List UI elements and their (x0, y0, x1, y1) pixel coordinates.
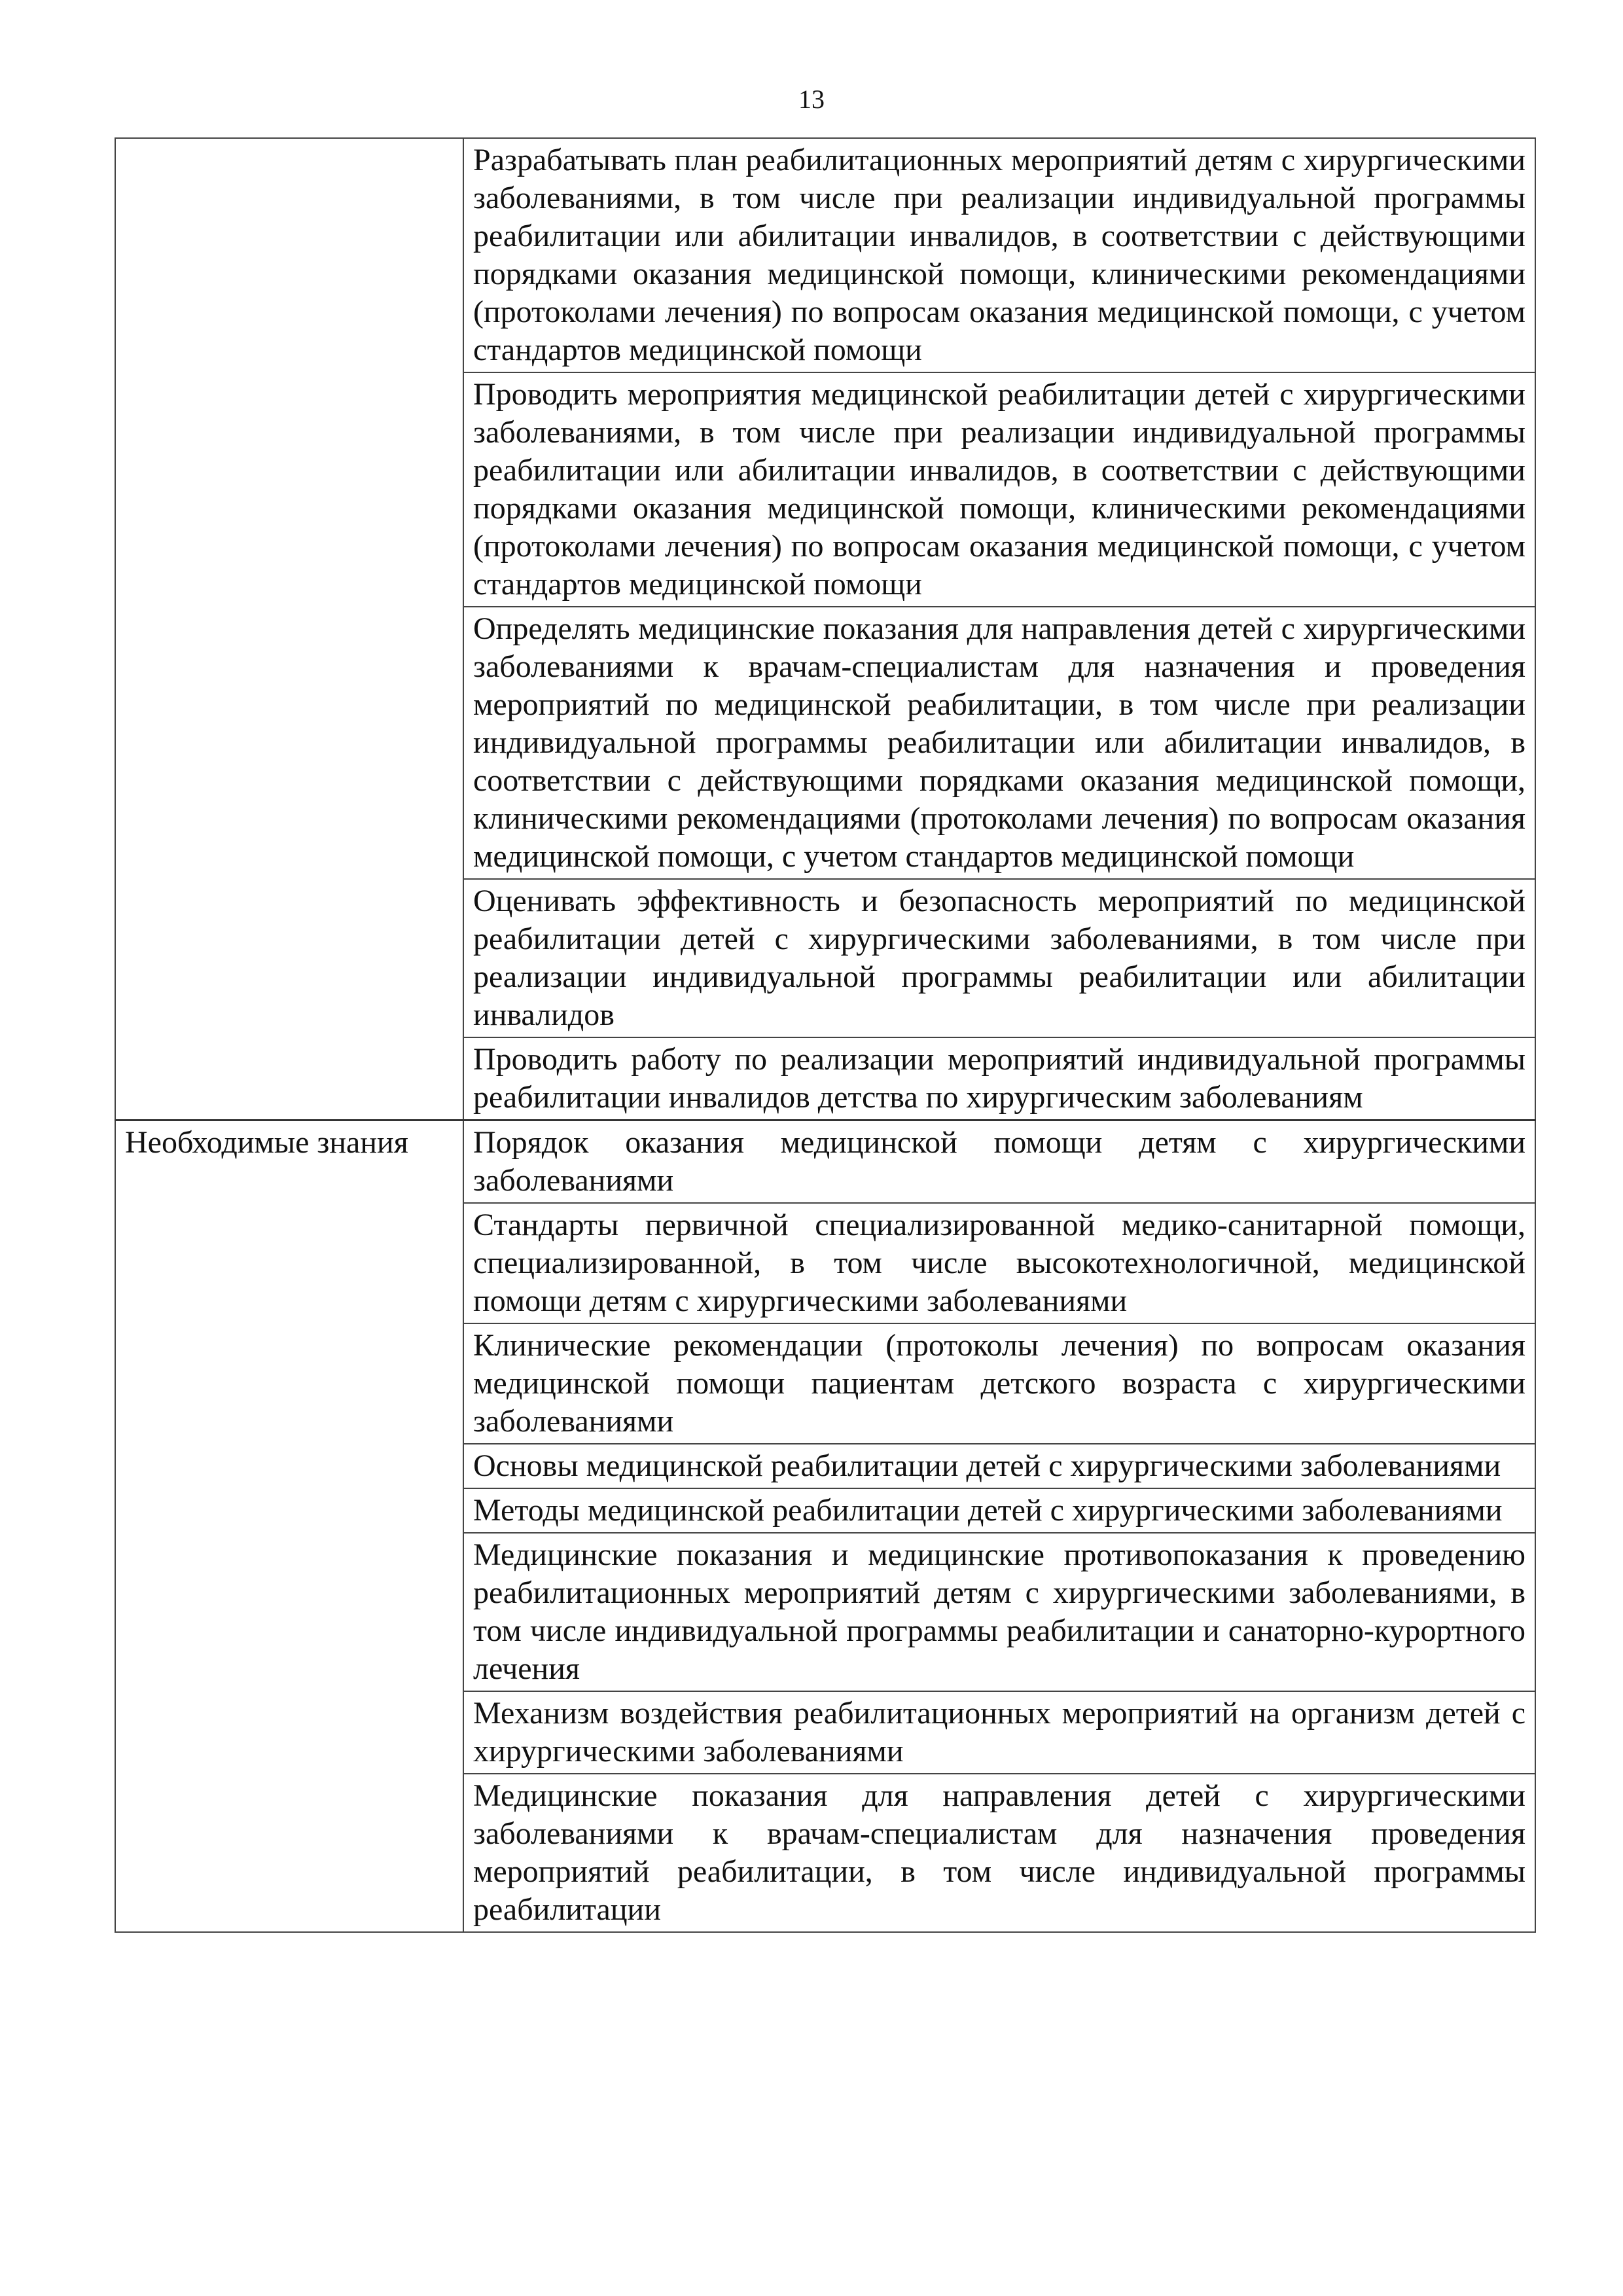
requirement-cell: Разрабатывать план реабилитационных мероприятий детям с хирургическими заболеваниями, в том числе при реализации индивидуальной программы реабилитации или абилитации инвалидов, в соответствии с действующими порядками оказания медицинской помощи, клиническими рекомендациями (протоколами лечения) по вопросам оказания медицинской помощи, с учетом стандартов медицинской помощи (463, 138, 1535, 372)
requirement-cell: Оценивать эффективность и безопасность мероприятий по медицинской реабилитации детей с хирургическими заболеваниями, в том числе при реализации индивидуальной программы реабилитации или абилитации инвалидов (463, 879, 1535, 1037)
requirement-cell: Проводить работу по реализации мероприятий индивидуальной программы реабилитации инвалидов детства по хирургическим заболеваниям (463, 1037, 1535, 1121)
requirement-cell: Механизм воздействия реабилитационных мероприятий на организм детей с хирургическими заболеваниями (463, 1691, 1535, 1774)
table-row (115, 138, 1535, 372)
requirement-cell: Методы медицинской реабилитации детей с хирургическими заболеваниями (463, 1488, 1535, 1533)
page-number: 13 (798, 84, 825, 114)
section-label-cell (115, 138, 463, 1121)
table-body (115, 138, 1535, 1932)
requirement-cell: Проводить мероприятия медицинской реабилитации детей с хирургическими заболеваниями, в том числе при реализации индивидуальной программы реабилитации или абилитации инвалидов, в соответствии с действующими порядками оказания медицинской помощи, клиническими рекомендациями (протоколами лечения) по вопросам оказания медицинской помощи, с учетом стандартов медицинской помощи (463, 372, 1535, 607)
requirement-cell: Стандарты первичной специализированной медико-санитарной помощи, специализированной, в том числе высокотехнологичной, медицинской помощи детям с хирургическими заболеваниями (463, 1203, 1535, 1323)
section-label-cell: Необходимые знания (115, 1121, 463, 1933)
requirement-cell: Основы медицинской реабилитации детей с хирургическими заболеваниями (463, 1444, 1535, 1488)
table-row (115, 1121, 1535, 1204)
requirement-cell: Порядок оказания медицинской помощи детям с хирургическими заболеваниями (463, 1121, 1535, 1204)
requirement-cell: Медицинские показания для направления детей с хирургическими заболеваниями к врачам-специалистам для назначения проведения мероприятий реабилитации, в том числе индивидуальной программы реабилитации (463, 1774, 1535, 1932)
requirement-cell: Определять медицинские показания для направления детей с хирургическими заболеваниями к врачам-специалистам для назначения и проведения мероприятий по медицинской реабилитации, в том числе при реализации индивидуальной программы реабилитации или абилитации инвалидов, в соответствии с действующими порядками оказания медицинской помощи, клиническими рекомендациями (протоколами лечения) по вопросам оказания медицинской помощи, с учетом стандартов медицинской помощи (463, 607, 1535, 879)
requirement-cell: Клинические рекомендации (протоколы лечения) по вопросам оказания медицинской помощи пациентам детского возраста с хирургическими заболеваниями (463, 1323, 1535, 1444)
requirements-table (115, 137, 1536, 1933)
requirement-cell: Медицинские показания и медицинские противопоказания к проведению реабилитационных мероприятий детям с хирургическими заболеваниями, в том числе индивидуальной программы реабилитации и санаторно-курортного лечения (463, 1533, 1535, 1691)
